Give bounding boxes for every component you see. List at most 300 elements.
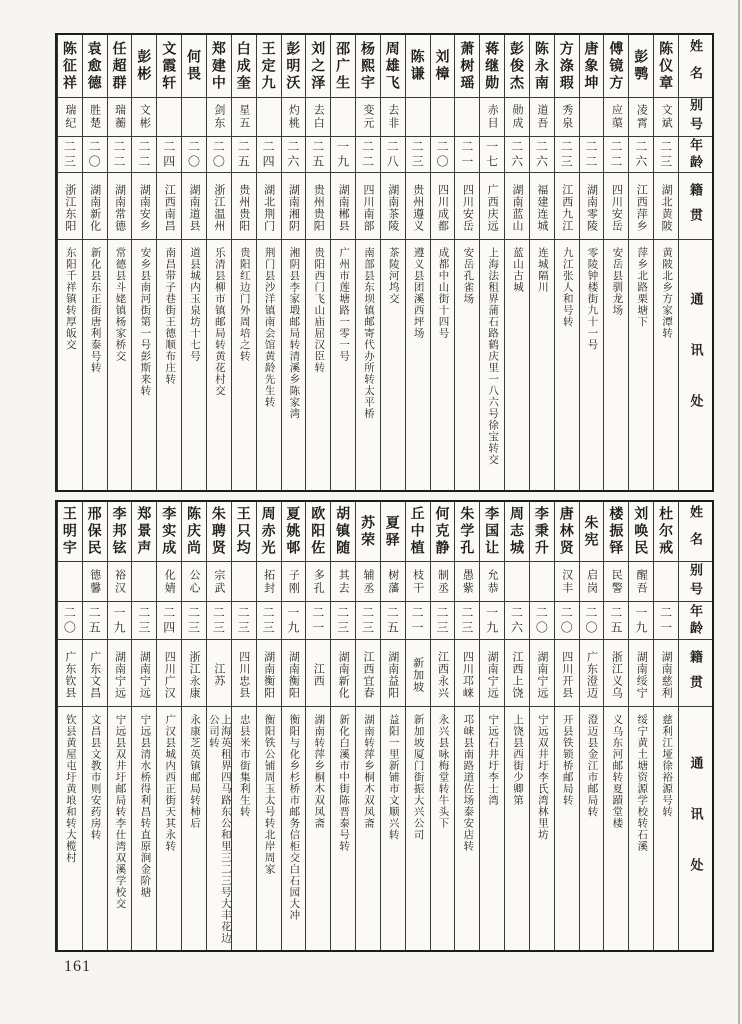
person-name-cell: 彭彬 xyxy=(136,49,153,83)
person-native-cell: 江西九江 xyxy=(555,172,579,239)
person-alias-cell xyxy=(257,97,281,136)
person-alias-cell xyxy=(331,97,355,136)
person-alias-cell: 宗武 xyxy=(207,561,231,601)
person-alias-cell: 胜楚 xyxy=(83,97,107,136)
person-age-cell: 二三 xyxy=(555,136,579,172)
person-column xyxy=(355,35,380,490)
person-name-cell: 何克静 xyxy=(434,506,451,557)
person-address-cell: 湖南转萍乡桐木双凤斋 xyxy=(306,706,330,950)
person-column xyxy=(281,35,306,490)
person-age-cell: 二三 xyxy=(132,601,156,639)
person-name-cell: 夏驿 xyxy=(384,514,401,549)
person-alias-cell: 枝干 xyxy=(406,561,430,601)
person-column xyxy=(504,35,529,490)
person-address-cell: 义乌东河邮转夏蹟堂楼 xyxy=(604,706,628,950)
person-age-cell: 二三 xyxy=(182,601,206,639)
person-column xyxy=(529,35,554,490)
person-alias-cell: 赤目 xyxy=(480,97,504,136)
person-address-cell: 乐清县柳市镇邮局转黄花村交 xyxy=(207,239,231,490)
person-age-cell: 二二 xyxy=(132,136,156,172)
person-alias-cell: 启岗 xyxy=(580,561,604,601)
person-name-cell: 彭明沃 xyxy=(285,40,302,92)
person-age-cell: 一九 xyxy=(331,136,355,172)
person-address-cell: 贵阳西门飞山庙屈汉臣转 xyxy=(306,239,330,490)
person-column xyxy=(156,35,181,490)
person-native-cell: 四川安岳 xyxy=(455,172,479,239)
person-address-cell: 道县城内玉泉坊十七号 xyxy=(182,239,206,490)
person-column xyxy=(206,35,231,490)
person-native-cell: 浙江温州 xyxy=(207,172,231,239)
person-age-cell: 二五 xyxy=(604,601,628,639)
person-age-cell: 二〇 xyxy=(580,601,604,639)
person-name-cell: 方涤瑕 xyxy=(558,40,575,92)
person-name-cell: 傅镜方 xyxy=(608,40,625,92)
person-name-cell: 李国让 xyxy=(484,506,501,557)
person-column xyxy=(628,502,653,950)
person-age-cell: 二八 xyxy=(381,136,405,172)
person-alias-cell: 醒吾 xyxy=(629,561,653,601)
person-native-cell: 湖南衡阳 xyxy=(282,639,306,706)
person-address-cell: 上饶县西街少卿第 xyxy=(505,706,529,950)
person-alias-cell: 拓封 xyxy=(257,561,281,601)
person-column xyxy=(504,502,529,950)
person-age-cell: 二三 xyxy=(257,601,281,639)
person-native-cell: 广东钦县 xyxy=(58,639,82,706)
person-address-cell: 湘阴县李家塅邮局转清溪乡陈家湾 xyxy=(282,239,306,490)
person-name-cell: 周雄飞 xyxy=(384,40,401,92)
person-native-cell: 江西上饶 xyxy=(505,639,529,706)
person-alias-cell: 文斌 xyxy=(654,97,678,136)
person-age-cell: 一七 xyxy=(480,136,504,172)
person-name-cell: 李秉升 xyxy=(533,506,550,557)
person-alias-cell: 公心 xyxy=(182,561,206,601)
person-address-cell: 开县铁锁桥邮局转 xyxy=(555,706,579,950)
person-native-cell: 贵州遵义 xyxy=(406,172,430,239)
person-age-cell: 一九 xyxy=(282,601,306,639)
person-age-cell: 二〇 xyxy=(555,601,579,639)
person-column xyxy=(603,35,628,490)
person-address-cell: 茶陵河坞交 xyxy=(381,239,405,490)
person-address-cell: 安岳县驯龙场 xyxy=(604,239,628,490)
person-age-cell: 二五 xyxy=(232,136,256,172)
person-name-cell: 邢保民 xyxy=(86,506,103,557)
person-native-cell: 贵州贵阳 xyxy=(306,172,330,239)
person-address-cell: 成都中山街十四号 xyxy=(431,239,455,490)
person-name-cell: 夏姚邨 xyxy=(285,506,302,557)
person-address-cell: 黄陂北乡方家潭转 xyxy=(654,239,678,490)
person-native-cell: 湖北荆门 xyxy=(257,172,281,239)
person-age-cell: 二〇 xyxy=(83,136,107,172)
person-name-cell: 朱聘贤 xyxy=(210,506,227,557)
person-name-cell: 陈征祥 xyxy=(61,40,78,92)
person-native-cell: 浙江永康 xyxy=(182,639,206,706)
person-age-cell: 二〇 xyxy=(182,136,206,172)
person-alias-cell: 剑东 xyxy=(207,97,231,136)
person-age-cell: 二一 xyxy=(306,601,330,639)
person-name-cell: 任超群 xyxy=(111,40,128,92)
person-native-cell: 湖南益阳 xyxy=(381,639,405,706)
person-column xyxy=(330,502,355,950)
person-name-cell: 邵广生 xyxy=(335,40,352,92)
person-alias-cell xyxy=(58,561,82,601)
person-age-cell: 二六 xyxy=(629,136,653,172)
person-address-cell: 荆门县沙洋镇南会馆黄龄先生转 xyxy=(257,239,281,490)
person-column xyxy=(653,502,678,950)
person-native-cell: 四川成都 xyxy=(431,172,455,239)
person-column xyxy=(579,35,604,490)
person-native-cell: 四川南部 xyxy=(356,172,380,239)
person-column xyxy=(107,502,132,950)
header-age: 年龄 xyxy=(679,601,712,639)
person-age-cell: 一九 xyxy=(480,601,504,639)
person-name-cell: 李邦铉 xyxy=(111,506,128,557)
person-native-cell: 湖南宁远 xyxy=(108,639,132,706)
person-address-cell: 文昌县文教市则安药房转 xyxy=(83,706,107,950)
header-alias: 别号 xyxy=(679,97,712,136)
person-native-cell: 湖南道县 xyxy=(182,172,206,239)
table-header-column xyxy=(678,502,712,950)
person-name-cell: 陈谦 xyxy=(409,49,426,83)
person-native-cell: 湖南新化 xyxy=(331,639,355,706)
person-native-cell: 四川邛崃 xyxy=(455,639,479,706)
header-native-place: 籍贯 xyxy=(679,639,712,706)
person-alias-cell xyxy=(580,97,604,136)
person-age-cell: 二〇 xyxy=(530,601,554,639)
person-alias-cell: 辅丞 xyxy=(356,561,380,601)
person-column xyxy=(529,502,554,950)
person-alias-cell xyxy=(132,561,156,601)
page-number: 161 xyxy=(64,958,91,975)
person-name-cell: 王定九 xyxy=(260,40,277,92)
person-native-cell: 湖南宁远 xyxy=(132,639,156,706)
person-name-cell: 陈永南 xyxy=(533,40,550,92)
person-native-cell: 浙江义乌 xyxy=(604,639,628,706)
person-address-cell: 广汉县城内西正街天其永转 xyxy=(157,706,181,950)
person-name-cell: 陈庆尚 xyxy=(186,506,203,557)
person-column xyxy=(107,35,132,490)
person-name-cell: 唐林贤 xyxy=(558,506,575,557)
person-native-cell: 湖南郴县 xyxy=(331,172,355,239)
person-native-cell: 湖南宁远 xyxy=(530,639,554,706)
person-alias-cell: 星五 xyxy=(232,97,256,136)
person-native-cell: 四川广汉 xyxy=(157,639,181,706)
person-native-cell: 新加坡 xyxy=(406,639,430,706)
person-native-cell: 四川忠县 xyxy=(232,639,256,706)
person-column xyxy=(405,35,430,490)
person-address-cell: 邛崃县南路道佐场泰安店转 xyxy=(455,706,479,950)
person-name-cell: 王明宇 xyxy=(61,506,78,557)
person-name-cell: 彭俊杰 xyxy=(509,40,526,92)
person-alias-cell: 瑞蘅 xyxy=(108,97,132,136)
person-age-cell: 二二 xyxy=(580,136,604,172)
person-alias-cell: 凌霄 xyxy=(629,97,653,136)
person-address-cell: 蓝山古城 xyxy=(505,239,529,490)
person-alias-cell xyxy=(530,561,554,601)
person-alias-cell: 裕汉 xyxy=(108,561,132,601)
person-alias-cell: 瑞纪 xyxy=(58,97,82,136)
person-native-cell: 湖南湘阴 xyxy=(282,172,306,239)
person-alias-cell: 制丞 xyxy=(431,561,455,601)
person-name-cell: 袁愈德 xyxy=(86,40,103,92)
person-native-cell: 江西萍乡 xyxy=(629,172,653,239)
person-column xyxy=(82,35,107,490)
person-native-cell: 湖南蓝山 xyxy=(505,172,529,239)
person-alias-cell: 道吾 xyxy=(530,97,554,136)
person-age-cell: 二〇 xyxy=(207,136,231,172)
person-alias-cell: 其去 xyxy=(331,561,355,601)
person-column xyxy=(454,502,479,950)
person-column xyxy=(355,502,380,950)
person-address-cell: 宁远石井圩李士湾 xyxy=(480,706,504,950)
person-name-cell: 丘中植 xyxy=(409,506,426,557)
person-alias-cell xyxy=(232,561,256,601)
person-alias-cell xyxy=(406,97,430,136)
person-native-cell: 浙江东阳 xyxy=(58,172,82,239)
person-name-cell: 唐象坤 xyxy=(583,40,600,92)
person-alias-cell: 去白 xyxy=(306,97,330,136)
person-name-cell: 刘唤民 xyxy=(633,506,650,557)
person-name-cell: 李实成 xyxy=(161,506,178,557)
person-alias-cell: 允恭 xyxy=(480,561,504,601)
person-age-cell: 二三 xyxy=(232,601,256,639)
person-address-cell: 常德县斗姥镇杨家桥交 xyxy=(108,239,132,490)
scan-edge-artifact xyxy=(738,0,740,1024)
person-column xyxy=(603,502,628,950)
person-alias-cell: 民警 xyxy=(604,561,628,601)
person-native-cell: 湖北黄陂 xyxy=(654,172,678,239)
person-address-cell: 慈利江垭徐裕源号转 xyxy=(654,706,678,950)
person-age-cell: 二五 xyxy=(306,136,330,172)
person-column xyxy=(181,35,206,490)
person-age-cell: 二六 xyxy=(505,601,529,639)
person-age-cell: 二〇 xyxy=(431,136,455,172)
person-address-cell: 南部县东坝镇邮寄代办所转太平桥 xyxy=(356,239,380,490)
person-column xyxy=(181,502,206,950)
person-alias-cell: 愚紫 xyxy=(455,561,479,601)
person-address-cell: 上海英租界四马路东公和里三二三号大丰花边公司转 xyxy=(207,706,231,950)
person-address-cell: 永康芝英镇邮局转柿后 xyxy=(182,706,206,950)
person-age-cell: 二三 xyxy=(331,601,355,639)
person-native-cell: 广西庆远 xyxy=(480,172,504,239)
person-column xyxy=(653,35,678,490)
person-age-cell: 二六 xyxy=(505,136,529,172)
header-name: 姓名 xyxy=(688,39,703,93)
person-age-cell: 二一 xyxy=(654,601,678,639)
directory-table-bottom xyxy=(55,500,714,952)
person-native-cell: 广东文昌 xyxy=(83,639,107,706)
person-column xyxy=(430,35,455,490)
person-address-cell: 宁远双井圩李氏湾林里坊 xyxy=(530,706,554,950)
person-alias-cell: 德馨 xyxy=(83,561,107,601)
person-name-cell: 朱学孔 xyxy=(459,506,476,557)
person-name-cell: 杜尔戒 xyxy=(658,506,675,557)
person-column xyxy=(330,35,355,490)
person-name-cell: 苏荣 xyxy=(359,514,376,549)
person-name-cell: 文霞轩 xyxy=(161,40,178,92)
person-native-cell: 江西南昌 xyxy=(157,172,181,239)
person-native-cell: 广东澄迈 xyxy=(580,639,604,706)
person-name-cell: 朱宪 xyxy=(583,514,600,549)
person-name-cell: 刘樟 xyxy=(434,49,451,83)
person-column xyxy=(454,35,479,490)
person-address-cell: 九江张人和号转 xyxy=(555,239,579,490)
person-age-cell: 二六 xyxy=(530,136,554,172)
person-column xyxy=(281,502,306,950)
person-native-cell: 湖南慈利 xyxy=(654,639,678,706)
person-age-cell: 二四 xyxy=(257,136,281,172)
person-column xyxy=(256,502,281,950)
header-age: 年龄 xyxy=(679,136,712,172)
header-alias: 别号 xyxy=(679,561,712,601)
person-native-cell: 福建连城 xyxy=(530,172,554,239)
header-name: 姓名 xyxy=(688,504,703,559)
person-address-cell: 上海法租界蒲石路鹤庆里一八六号徐宝转交 xyxy=(480,239,504,490)
person-alias-cell: 化婧 xyxy=(157,561,181,601)
person-address-cell: 澄迈县金江市邮局转 xyxy=(580,706,604,950)
person-column xyxy=(131,35,156,490)
person-native-cell: 湖南茶陵 xyxy=(381,172,405,239)
header-address: 通讯处 xyxy=(679,706,712,950)
person-column xyxy=(256,35,281,490)
person-name-cell: 蒋继勋 xyxy=(484,40,501,92)
person-column xyxy=(57,35,82,490)
person-column xyxy=(479,35,504,490)
person-native-cell: 江西永兴 xyxy=(431,639,455,706)
person-name-cell: 周赤光 xyxy=(260,506,277,557)
person-name-cell: 彭鹗 xyxy=(633,49,650,83)
person-name-cell: 郑景声 xyxy=(136,506,153,557)
person-alias-cell: 汉丰 xyxy=(555,561,579,601)
header-address: 通讯处 xyxy=(679,239,712,490)
person-age-cell: 二三 xyxy=(654,136,678,172)
person-column xyxy=(156,502,181,950)
person-address-cell: 新加坡厦门街振大兴公司 xyxy=(406,706,430,950)
person-name-cell: 楼振铎 xyxy=(608,506,625,557)
person-alias-cell: 灼桃 xyxy=(282,97,306,136)
person-age-cell: 二二 xyxy=(356,136,380,172)
person-age-cell: 二一 xyxy=(455,136,479,172)
person-alias-cell: 勋成 xyxy=(505,97,529,136)
person-column xyxy=(82,502,107,950)
person-alias-cell xyxy=(654,561,678,601)
person-column xyxy=(554,35,579,490)
person-native-cell: 贵州贵阳 xyxy=(232,172,256,239)
person-native-cell: 湖南常德 xyxy=(108,172,132,239)
person-native-cell: 四川安岳 xyxy=(604,172,628,239)
person-age-cell: 一九 xyxy=(108,601,132,639)
person-name-cell: 陈仪章 xyxy=(658,40,675,92)
person-column xyxy=(628,35,653,490)
person-column xyxy=(579,502,604,950)
person-name-cell: 周志城 xyxy=(509,506,526,557)
person-address-cell: 新化白溪市中街陈晋泰号转 xyxy=(331,706,355,950)
person-age-cell: 二三 xyxy=(431,601,455,639)
person-column xyxy=(479,502,504,950)
person-address-cell: 南昌带子巷街王德顺布庄转 xyxy=(157,239,181,490)
person-age-cell: 二六 xyxy=(282,136,306,172)
person-address-cell: 安乡县南河街第一号彭斯来转 xyxy=(132,239,156,490)
person-age-cell: 二三 xyxy=(455,601,479,639)
person-age-cell: 二二 xyxy=(108,136,132,172)
person-native-cell: 湖南零陵 xyxy=(580,172,604,239)
person-native-cell: 江西宜春 xyxy=(356,639,380,706)
person-name-cell: 刘之泽 xyxy=(310,40,327,92)
person-native-cell: 江西 xyxy=(306,639,330,706)
person-address-cell: 连城隔川 xyxy=(530,239,554,490)
person-address-cell: 益阳一里新铺市文顺兴转 xyxy=(381,706,405,950)
person-alias-cell xyxy=(455,97,479,136)
person-alias-cell: 秀泉 xyxy=(555,97,579,136)
person-age-cell: 二五 xyxy=(381,601,405,639)
person-address-cell: 衡阳与化乡杉桥市邮务信柜交白石园大冲 xyxy=(282,706,306,950)
person-alias-cell xyxy=(182,97,206,136)
person-native-cell: 湖南衡阳 xyxy=(257,639,281,706)
person-address-cell: 东阳千祥镇转厚皈交 xyxy=(58,239,82,490)
person-age-cell: 二三 xyxy=(406,136,430,172)
person-native-cell: 湖南绥宁 xyxy=(629,639,653,706)
person-column xyxy=(554,502,579,950)
person-name-cell: 杨熙宇 xyxy=(359,40,376,92)
person-address-cell: 遵义县团溪西坪场 xyxy=(406,239,430,490)
person-alias-cell: 子刚 xyxy=(282,561,306,601)
person-name-cell: 萧树瑶 xyxy=(459,40,476,92)
person-column xyxy=(380,502,405,950)
person-age-cell: 二五 xyxy=(83,601,107,639)
person-name-cell: 王只均 xyxy=(235,506,252,557)
person-alias-cell: 去非 xyxy=(381,97,405,136)
person-column xyxy=(131,502,156,950)
person-name-cell: 欧阳佐 xyxy=(310,506,327,557)
header-native-place: 籍贯 xyxy=(679,172,712,239)
person-age-cell: 二〇 xyxy=(58,601,82,639)
person-address-cell: 零陵钟楼街九十一号 xyxy=(580,239,604,490)
person-alias-cell xyxy=(157,97,181,136)
person-address-cell: 忠县米市街集利生转 xyxy=(232,706,256,950)
person-age-cell: 二一 xyxy=(406,601,430,639)
person-alias-cell: 变元 xyxy=(356,97,380,136)
person-name-cell: 白成奎 xyxy=(235,40,252,92)
person-column xyxy=(57,502,82,950)
person-alias-cell xyxy=(431,97,455,136)
person-alias-cell: 文彬 xyxy=(132,97,156,136)
person-age-cell: 二四 xyxy=(157,136,181,172)
person-address-cell: 萍乡北路栗塘下 xyxy=(629,239,653,490)
person-age-cell: 一九 xyxy=(629,601,653,639)
person-native-cell: 江苏 xyxy=(207,639,231,706)
person-address-cell: 绥宁黄土塘资源学校转石溪 xyxy=(629,706,653,950)
person-address-cell: 贵阳红边门外周培之转 xyxy=(232,239,256,490)
person-column xyxy=(231,35,256,490)
person-column xyxy=(305,502,330,950)
person-age-cell: 二三 xyxy=(58,136,82,172)
person-column xyxy=(430,502,455,950)
person-native-cell: 四川开县 xyxy=(555,639,579,706)
person-age-cell: 二二 xyxy=(604,136,628,172)
person-address-cell: 钦县黄屋屯圩黄埌和转大榄村 xyxy=(58,706,82,950)
person-native-cell: 湖南安乡 xyxy=(132,172,156,239)
person-address-cell: 永兴县咏梅堂转牛头下 xyxy=(431,706,455,950)
person-address-cell: 湖南转萍乡桐木双凤斋 xyxy=(356,706,380,950)
person-alias-cell xyxy=(505,561,529,601)
person-name-cell: 郑建中 xyxy=(210,40,227,92)
person-address-cell: 宁远县清水桥得利昌转直原涧金阶塘 xyxy=(132,706,156,950)
person-alias-cell: 多孔 xyxy=(306,561,330,601)
person-alias-cell: 应蕖 xyxy=(604,97,628,136)
person-age-cell: 二四 xyxy=(157,601,181,639)
person-alias-cell: 树藩 xyxy=(381,561,405,601)
person-age-cell: 二三 xyxy=(207,601,231,639)
person-address-cell: 安岳孔雀场 xyxy=(455,239,479,490)
